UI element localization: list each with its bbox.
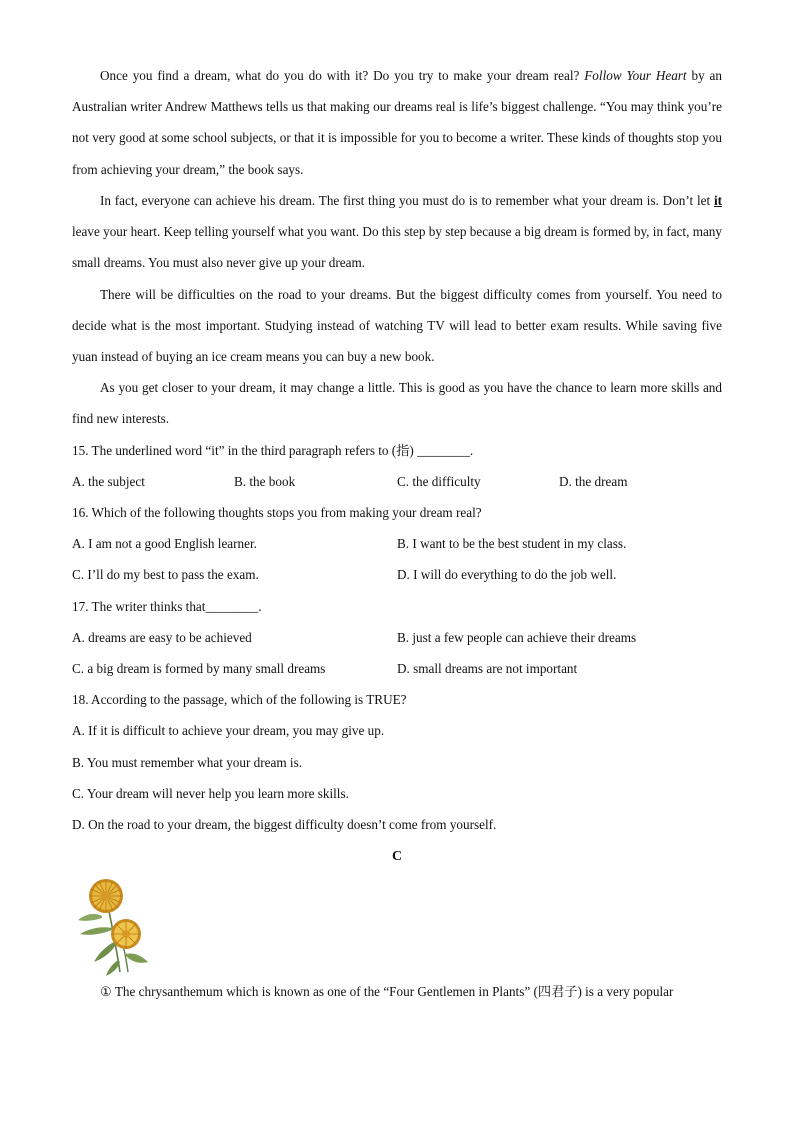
question-15-option-a: A. the subject bbox=[72, 474, 145, 489]
question-17-option-c: C. a big dream is formed by many small dreams bbox=[72, 661, 326, 676]
question-17-option-a: A. dreams are easy to be achieved bbox=[72, 630, 252, 645]
question-16-option-b: B. I want to be the best student in my class. bbox=[397, 536, 627, 551]
question-15-option-d: D. the dream bbox=[559, 474, 628, 489]
section-c-heading: C bbox=[391, 849, 403, 864]
paragraph-1-text-b: by an Australian writer Andrew Matthews tells us that making our dreams real is life’s biggest challenge. “You may think you’re not very good at some school subjects, or that it is impossible for you to become a writer. These kinds of thoughts stop you from achieving your dream,” the book says. bbox=[72, 68, 722, 177]
question-17-option-d: D. small dreams are not important bbox=[397, 661, 578, 676]
question-16-stem: 16. Which of the following thoughts stops you from making your dream real? bbox=[72, 505, 482, 520]
question-17-option-b: B. just a few people can achieve their dreams bbox=[397, 630, 637, 645]
paragraph-3: There will be difficulties on the road to your dreams. But the biggest difficulty comes from yourself. You need to decide what is the most important. Studying instead of watching TV will lead to better exam results. While saving five yuan instead of buying an ice cream means you can buy a new book. bbox=[72, 287, 722, 365]
underlined-word-it: it bbox=[713, 193, 722, 208]
book-title: Follow Your Heart bbox=[584, 68, 687, 83]
question-15-option-c: C. the difficulty bbox=[397, 474, 481, 489]
question-18-stem: 18. According to the passage, which of the following is TRUE? bbox=[72, 692, 407, 707]
paragraph-2-text-b: leave your heart. Keep telling yourself what you want. Do this step by step because a big dream is formed by, in fact, many small dreams. You must also never give up your dream. bbox=[72, 224, 722, 271]
question-18-option-b: B. You must remember what your dream is. bbox=[72, 755, 303, 770]
question-18-option-a: A. If it is difficult to achieve your dream, you may give up. bbox=[72, 723, 385, 738]
section-c-first-line: ① The chrysanthemum which is known as one of the “Four Gentlemen in Plants” (四君子) is a very popular bbox=[100, 984, 674, 999]
question-16-option-c: C. I’ll do my best to pass the exam. bbox=[72, 567, 259, 582]
question-16-option-a: A. I am not a good English learner. bbox=[72, 536, 257, 551]
chrysanthemum-illustration bbox=[72, 876, 154, 976]
question-17-stem: 17. The writer thinks that________. bbox=[72, 599, 262, 614]
paragraph-2 bbox=[72, 185, 722, 279]
question-18-option-c: C. Your dream will never help you learn more skills. bbox=[72, 786, 349, 801]
question-16-option-d: D. I will do everything to do the job well. bbox=[397, 567, 617, 582]
question-15-option-b: B. the book bbox=[234, 474, 296, 489]
paragraph-2-text-a: In fact, everyone can achieve his dream. The first thing you must do is to remember what your dream is. Don’t let bbox=[100, 193, 714, 208]
paragraph-4: As you get closer to your dream, it may change a little. This is good as you have the chance to learn more skills and find new interests. bbox=[72, 380, 722, 427]
flower-top bbox=[89, 879, 123, 913]
paragraph-1-text-a: Once you find a dream, what do you do with it? Do you try to make your dream real? bbox=[100, 68, 585, 83]
paragraph-1 bbox=[72, 60, 722, 185]
question-15-stem: 15. The underlined word “it” in the third paragraph refers to (指) ________. bbox=[72, 443, 474, 458]
question-18-option-d: D. On the road to your dream, the biggest difficulty doesn’t come from yourself. bbox=[72, 817, 497, 832]
flower-bottom bbox=[111, 919, 141, 949]
